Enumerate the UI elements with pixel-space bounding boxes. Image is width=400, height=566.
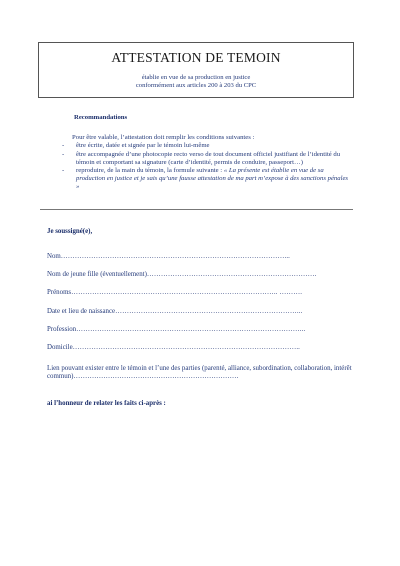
- honneur-label: ai l’honneur de relater les faits ci-après :: [47, 400, 166, 407]
- recommendations-section: [62, 114, 352, 192]
- bullet-dash: -: [62, 167, 65, 175]
- field-label: Domicile: [47, 344, 73, 351]
- document-title: ATTESTATION DE TEMOIN: [111, 50, 281, 65]
- recommendations-heading: Recommandations: [74, 114, 128, 121]
- title-box: [38, 42, 354, 98]
- field-profession[interactable]: [47, 326, 305, 333]
- soussigne-label: Je soussigné(e),: [47, 228, 93, 235]
- field-label: Lien pouvant exister entre le témoin et l’une des parties (parenté, alliance, subordination, collaboration, intérêt commun): [47, 365, 352, 381]
- recommendation-text: être accompagnée d’une photocopie recto verso de tout document officiel justifiant de l’identité du témoin et comportant sa signature (carte d’identité, permis de conduire, passeport…): [76, 150, 341, 166]
- recommendation-item: [62, 142, 352, 150]
- field-date-lieu-naissance[interactable]: [47, 308, 302, 315]
- bullet-dash: -: [62, 150, 65, 158]
- recommendation-item: [62, 151, 352, 167]
- field-nom-jeune-fille[interactable]: [47, 271, 316, 278]
- field-label: Profession: [47, 326, 77, 333]
- field-dotted-line[interactable]: ……………………………………………………………….: [146, 271, 317, 278]
- field-label: Nom de jeune fille (éventuellement): [47, 271, 147, 278]
- bullet-dash: -: [62, 142, 65, 150]
- field-dotted-line[interactable]: ……………………………………………………………………...: [115, 308, 303, 315]
- field-nom[interactable]: [47, 253, 290, 260]
- section-divider: [40, 209, 353, 210]
- field-dotted-line[interactable]: ……………………………………………………………………………………...: [76, 326, 306, 333]
- field-dotted-line[interactable]: ………………………………………………………………: [73, 373, 239, 381]
- field-dotted-line[interactable]: …………………………………………………………………………….. ……….: [71, 289, 303, 296]
- field-label: Nom: [47, 253, 61, 260]
- subtitle-production: établie en vue de sa production en justice: [141, 74, 251, 81]
- field-prenoms[interactable]: [47, 289, 302, 296]
- recommendations-intro: Pour être valable, l’attestation doit remplir les conditions suivantes :: [72, 134, 255, 142]
- recommendation-text: reproduire, de la main du témoin, la formule suivante :: [76, 167, 224, 175]
- field-dotted-line[interactable]: ……………………………………………………………………………………...: [60, 253, 290, 260]
- field-lien-parties[interactable]: [47, 365, 352, 382]
- subtitle-articles: conformément aux articles 200 à 203 du CPC: [135, 82, 257, 89]
- field-dotted-line[interactable]: ……………………………………………………………………………………..: [72, 344, 301, 351]
- field-domicile[interactable]: [47, 344, 300, 351]
- field-label: Date et lieu de naissance: [47, 308, 116, 315]
- recommendations-list: [62, 142, 352, 191]
- field-label: Prénoms: [47, 289, 72, 296]
- required-formula-quote: « La présente est établie en vue de sa production en justice et je sais qu’une fausse attestation de ma part m’expose à des sanctions pénales »: [76, 167, 349, 191]
- recommendation-text: être écrite, datée et signée par le témoin lui-même: [76, 142, 210, 150]
- recommendation-item: [62, 167, 352, 192]
